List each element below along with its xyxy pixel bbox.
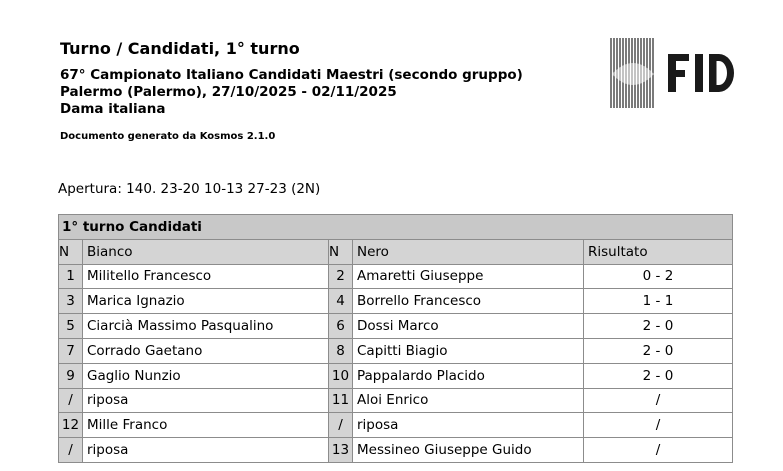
table-row: [59, 289, 733, 314]
black-number: 11: [329, 388, 353, 413]
result: 2 - 0: [584, 338, 733, 363]
black-number: 8: [329, 338, 353, 363]
black-player: Borrello Francesco: [353, 289, 584, 314]
table-row: [59, 413, 733, 438]
table-row: [59, 338, 733, 363]
white-player: riposa: [83, 388, 329, 413]
table-header-row: [59, 239, 733, 264]
white-player: Mille Franco: [83, 413, 329, 438]
table-row: [59, 388, 733, 413]
document-header: [60, 38, 580, 144]
black-player: Aloi Enrico: [353, 388, 584, 413]
white-number: /: [59, 388, 83, 413]
column-header-black: Nero: [353, 239, 584, 264]
white-number: 5: [59, 314, 83, 339]
result: 2 - 0: [584, 363, 733, 388]
white-number: /: [59, 438, 83, 463]
event-place-dates: Palermo (Palermo), 27/10/2025 - 02/11/2025: [60, 84, 397, 100]
result: /: [584, 438, 733, 463]
table-row: [59, 314, 733, 339]
black-player: Amaretti Giuseppe: [353, 264, 584, 289]
white-player: Gaglio Nunzio: [83, 363, 329, 388]
generator-note: Documento generato da Kosmos 2.1.0: [60, 131, 276, 142]
white-number: 7: [59, 338, 83, 363]
result: 2 - 0: [584, 314, 733, 339]
table-caption: 1° turno Candidati: [59, 215, 733, 240]
black-player: riposa: [353, 413, 584, 438]
table-row: [59, 438, 733, 463]
pairings-table: [58, 214, 733, 463]
table-row: [59, 264, 733, 289]
black-number: 13: [329, 438, 353, 463]
result: 1 - 1: [584, 289, 733, 314]
white-player: riposa: [83, 438, 329, 463]
column-header-n-black: N: [329, 239, 353, 264]
column-header-n-white: N: [59, 239, 83, 264]
black-number: 6: [329, 314, 353, 339]
event-name: 67° Campionato Italiano Candidati Maestri (secondo gruppo): [60, 67, 523, 83]
result: 0 - 2: [584, 264, 733, 289]
white-player: Militello Francesco: [83, 264, 329, 289]
table-row: [59, 363, 733, 388]
black-player: Dossi Marco: [353, 314, 584, 339]
white-player: Marica Ignazio: [83, 289, 329, 314]
table-caption-row: [59, 215, 733, 240]
black-number: 10: [329, 363, 353, 388]
result: /: [584, 413, 733, 438]
white-number: 9: [59, 363, 83, 388]
fid-striped-logo-icon: [609, 38, 739, 110]
fid-logo: [609, 38, 739, 110]
black-player: Capitti Biagio: [353, 338, 584, 363]
black-number: 2: [329, 264, 353, 289]
white-number: 12: [59, 413, 83, 438]
white-number: 3: [59, 289, 83, 314]
column-header-white: Bianco: [83, 239, 329, 264]
black-player: Messineo Giuseppe Guido: [353, 438, 584, 463]
page-title: Turno / Candidati, 1° turno: [60, 39, 300, 58]
column-header-result: Risultato: [584, 239, 733, 264]
white-number: 1: [59, 264, 83, 289]
black-player: Pappalardo Placido: [353, 363, 584, 388]
result: /: [584, 388, 733, 413]
white-player: Corrado Gaetano: [83, 338, 329, 363]
white-player: Ciarcià Massimo Pasqualino: [83, 314, 329, 339]
black-number: /: [329, 413, 353, 438]
event-discipline: Dama italiana: [60, 101, 166, 117]
black-number: 4: [329, 289, 353, 314]
opening-line: Apertura: 140. 23-20 10-13 27-23 (2N): [58, 181, 321, 197]
